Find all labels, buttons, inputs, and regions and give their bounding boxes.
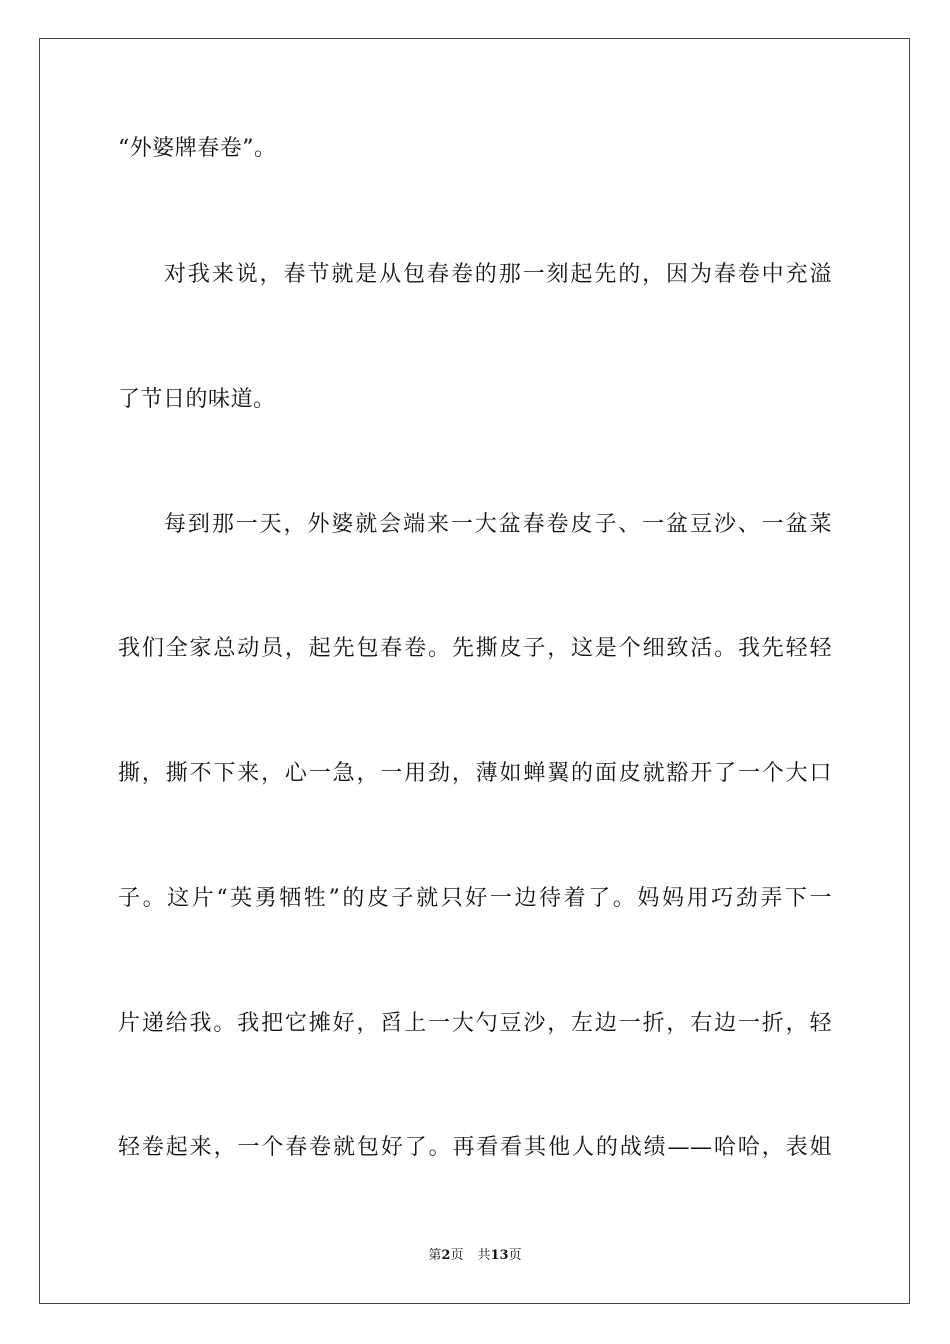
text-line-3: 了节日的味道。 [118,387,276,412]
text-line-8: 片递给我。我把它摊好，舀上一大勺豆沙，左边一折，右边一折，轻 [118,1011,832,1036]
text-line-2: 对我来说，春节就是从包春卷的那一刻起先的，因为春卷中充溢 [164,262,832,287]
footer-page-number: 2 [441,1248,451,1263]
text-line-4: 每到那一天，外婆就会端来一大盆春卷皮子、一盆豆沙、一盆菜 [164,512,832,537]
footer-total-pages: 13 [490,1248,509,1263]
page-footer [0,1246,950,1266]
footer-total-prefix: 共 [477,1248,491,1263]
text-line-6: 撕，撕不下来，心一急，一用劲，薄如蝉翼的面皮就豁开了一个大口 [118,761,832,786]
text-line-1: “外婆牌春卷”。 [118,136,277,161]
text-line-7: 子。这片“英勇牺牲”的皮子就只好一边待着了。妈妈用巧劲弄下一 [118,886,832,911]
text-line-9: 轻卷起来，一个春卷就包好了。再看看其他人的战绩——哈哈，表姐 [118,1135,832,1160]
text-line-5: 我们全家总动员，起先包春卷。先撕皮子，这是个细致活。我先轻轻 [118,636,832,661]
footer-page-suffix: 页 [450,1248,464,1263]
page-border [39,38,910,1304]
footer-total-suffix: 页 [508,1248,522,1263]
footer-page-prefix: 第 [428,1248,442,1263]
